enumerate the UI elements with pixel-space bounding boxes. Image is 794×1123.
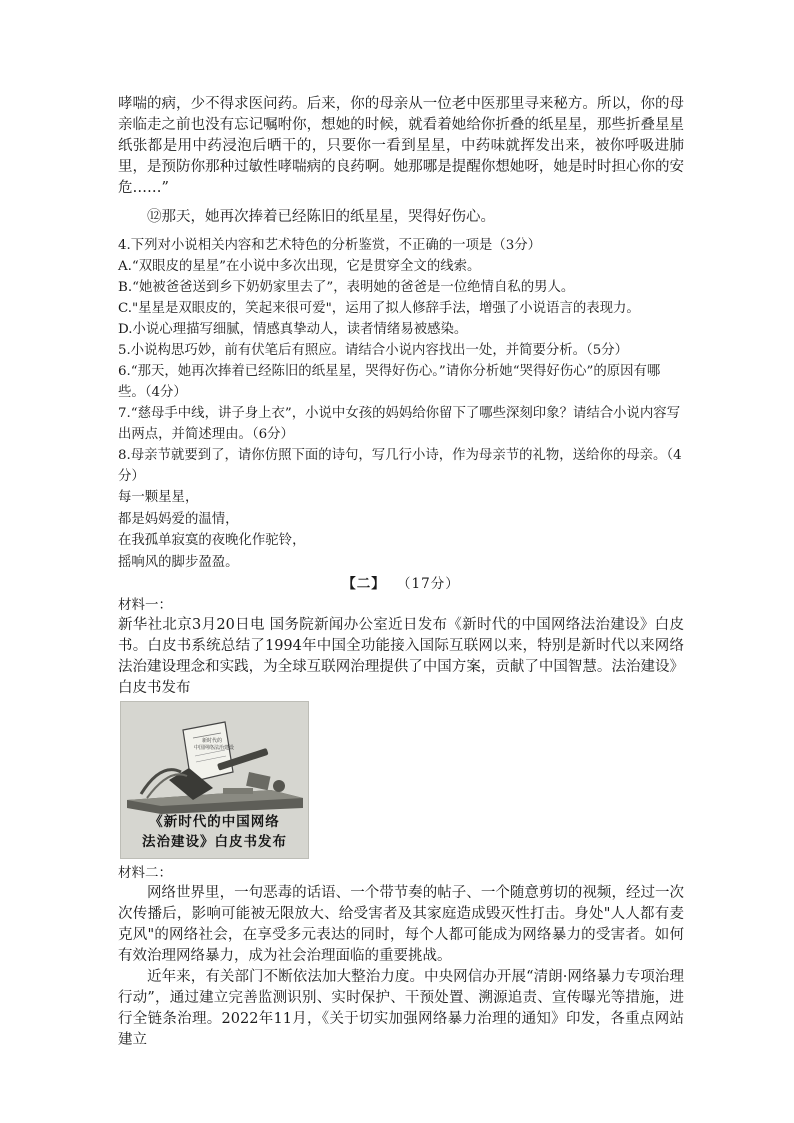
section-number: 【二】 bbox=[342, 576, 386, 592]
option-a: A.“双眼皮的星星”在小说中多次出现，它是贯穿全文的线索。 bbox=[118, 259, 481, 274]
section-heading bbox=[118, 573, 684, 595]
section-points: （17分） bbox=[403, 576, 460, 592]
material-2-label: 材料二： bbox=[118, 865, 172, 881]
poem-line: 都是妈妈爱的温情， bbox=[118, 511, 239, 527]
document-page bbox=[118, 94, 684, 1051]
question-list bbox=[118, 235, 684, 487]
book-cover-text-2: 中国网络法治建设 bbox=[193, 745, 234, 751]
book-cover-text-1: 新时代的 bbox=[201, 738, 222, 744]
story-paragraph: 哮喘的病，少不得求医问药。后来，你的母亲从一位老中医那里寻来秘方。所以，你的母亲临走之前也没有忘记嘱咐你，想她的时候，就看着她给你折叠的纸星星，那些折叠星星纸张都是用中药浸泡后晒干的，只要你一看到星星，中药味就挥发出来，被你呼吸进肺里，是预防你那种过敏性哮喘病的良药啊。她那哪是提醒你想她呀，她是时时担心你的安危……” bbox=[118, 96, 684, 196]
question-7: 7.“慈母手中线，讲子身上衣”，小说中女孩的妈妈给你留下了哪些深刻印象？请结合小说内容写出两点，并简述理由。（6分） bbox=[118, 406, 681, 442]
poem-line: 摇响风的脚步盈盈。 bbox=[118, 554, 239, 570]
poem-line: 每一颗星星， bbox=[118, 490, 199, 505]
poem-line: 在我孤单寂寞的夜晚化作驼铃， bbox=[118, 533, 306, 548]
option-d: D.小说心理描写细腻，情感真挚动人，读者情绪易被感染。 bbox=[118, 322, 468, 337]
question-6: 6.“那天，她再次捧着已经陈旧的纸星星，哭得好伤心。”请你分析她“哭得好伤心”的原因有哪些。（4分） bbox=[118, 364, 661, 400]
story-paragraph-12: ⑫那天，她再次捧着已经陈旧的纸星星，哭得好伤心。 bbox=[147, 209, 495, 225]
question-8: 8.母亲节就要到了，请你仿照下面的诗句，写几行小诗，作为母亲节的礼物，送给你的母亲。（4分） bbox=[118, 448, 682, 484]
material-2-paragraph-2: 近年来，有关部门不断依法加大整治力度。中央网信办开展“清朗·网络暴力专项治理行动”，通过建立完善监测识别、实时保护、干预处置、溯源追责、宣传曝光等措施，进行全链条治理。2022年11月，《关于切实加强网络暴力治理的通知》印发，各重点网站建立 bbox=[118, 969, 684, 1048]
material-1-text: 新华社北京3月20日电 国务院新闻办公室近日发布《新时代的中国网络法治建设》白皮书。白皮书系统总结了1994年中国全功能接入国际互联网以来，特别是新时代以来网络法治建设理念和实践，为全球互联网治理提供了中国方案，贡献了中国智慧。法治建设》白皮书发布 bbox=[118, 617, 684, 696]
option-b: B.“她被爸爸送到乡下奶奶家里去了”，表明她的爸爸是一位绝情自私的男人。 bbox=[118, 280, 575, 295]
photo-caption-line-2: 法治建设》白皮书发布 bbox=[142, 834, 287, 850]
photo-caption-line-1: 《新时代的中国网络 bbox=[149, 814, 280, 830]
option-c: C."星星是双眼皮的，笑起来很可爱"，运用了拟人修辞手法，增强了小说语言的表现力。 bbox=[118, 301, 640, 316]
white-paper-photo bbox=[120, 701, 309, 859]
material-1-label: 材料一： bbox=[118, 597, 172, 613]
question-4: 4.下列对小说相关内容和艺术特色的分析鉴赏，不正确的一项是（3分） bbox=[118, 238, 542, 253]
question-5: 5.小说构思巧妙，前有伏笔后有照应。请结合小说内容找出一处，并简要分析。（5分） bbox=[118, 343, 629, 358]
sample-poem bbox=[118, 487, 684, 573]
material-2-paragraph-1: 网络世界里，一句恶毒的话语、一个带节奏的帖子、一个随意剪切的视频，经过一次次传播后，影响可能被无限放大、给受害者及其家庭造成毁灭性打击。身处"人人都有麦克风"的网络社会，在享受多元表达的同时，每个人都可能成为网络暴力的受害者。如何有效治理网络暴力，成为社会治理面临的重要挑战。 bbox=[118, 885, 684, 964]
